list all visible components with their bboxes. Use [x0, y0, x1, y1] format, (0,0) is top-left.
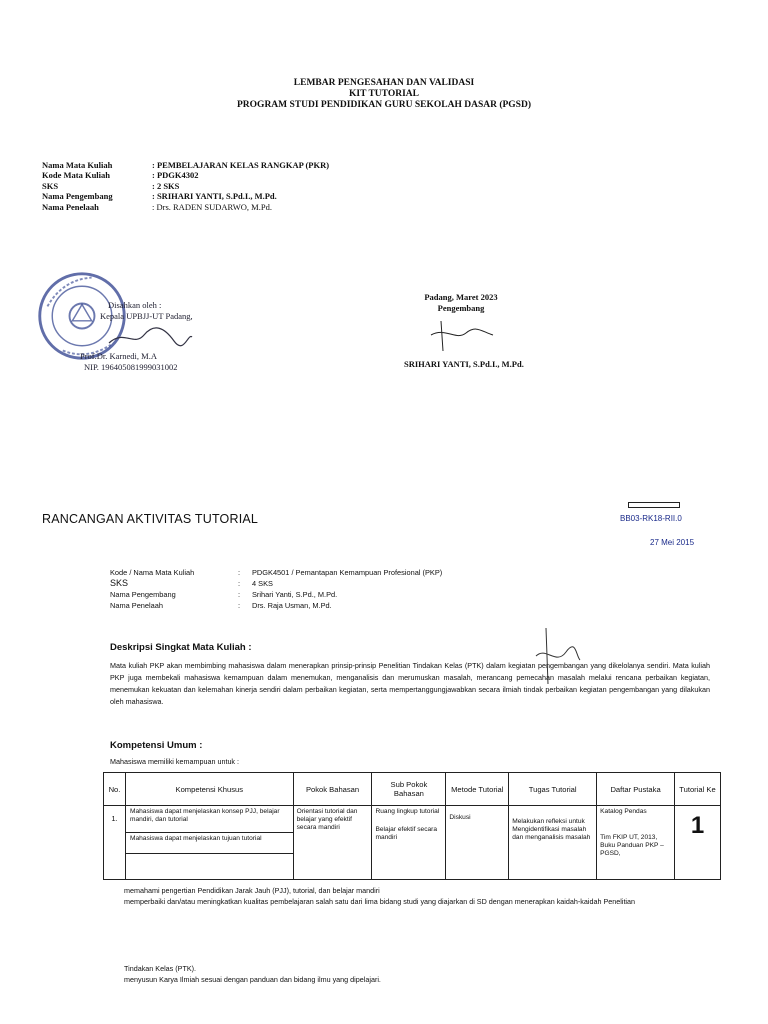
sub-item: Belajar efektif secara mandiri — [375, 826, 438, 841]
kompetensi-heading: Kompetensi Umum : — [110, 740, 203, 751]
signature-left — [104, 321, 194, 351]
rat-info-value: Srihari Yanti, S.Pd., M.Pd. — [252, 590, 338, 599]
cell-sub-pokok — [372, 806, 446, 880]
sub-item: Ruang lingkup tutorial — [375, 808, 440, 815]
info-value: : Drs. RADEN SUDARWO, M.Pd. — [152, 201, 272, 212]
footer-line-2: memperbaiki dan/atau meningkatkan kualitas pembelajaran salah satu dari lima bidang studi yang diajarkan di SD dengan menerapkan kaidah-kaidah Penelitian — [124, 897, 636, 906]
cell-tutorial-ke: 1 — [674, 806, 720, 880]
info-label: Nama Penelaah — [42, 201, 99, 212]
info-label: Nama Pengembang — [42, 191, 113, 202]
cell-no: 1. — [104, 806, 126, 880]
rat-info-value: 4 SKS — [252, 579, 273, 588]
info-row — [42, 191, 329, 201]
rat-info-label: Nama Pengembang — [110, 590, 176, 599]
table-row — [104, 806, 721, 880]
pustaka-item: Tim FKIP UT, 2013, Buku Panduan PKP – PGSD, — [600, 834, 664, 857]
approval-right — [396, 292, 526, 370]
info-value: : SRIHARI YANTI, S.Pd.I., M.Pd. — [152, 191, 277, 202]
header-line-1: LEMBAR PENGESAHAN DAN VALIDASI — [293, 78, 475, 88]
info-label: SKS — [42, 180, 59, 191]
cell-metode: Diskusi — [446, 806, 509, 880]
rat-info-row: Nama Penelaah : Drs. Raja Usman, M.Pd. — [110, 601, 332, 610]
info-row — [42, 160, 329, 170]
deskripsi-heading: Deskripsi Singkat Mata Kuliah : — [110, 642, 252, 653]
col-header: No. — [104, 773, 126, 806]
footer-line-4: menyusun Karya Ilmiah sesuai dengan panduan dan bidang ilmu yang dipelajari. — [124, 975, 381, 984]
info-value: : PDGK4302 — [152, 170, 199, 181]
footer-line-3: Tindakan Kelas (PTK). — [124, 964, 197, 973]
doc-code: BB03-RK18-RII.0 — [620, 514, 682, 523]
info-row — [42, 181, 329, 191]
rat-title: RANCANGAN AKTIVITAS TUTORIAL — [42, 512, 259, 526]
rat-info-row: SKS : 4 SKS — [110, 578, 273, 588]
col-header: Sub Pokok Bahasan — [372, 773, 446, 806]
kompetensi-intro: Mahasiswa memiliki kemampuan untuk : — [110, 757, 240, 766]
deskripsi-text: Mata kuliah PKP akan membimbing mahasiswa dalam menerapkan prinsip-prinsip Penelitian Tindakan Kelas (PTK) dalam kegiatan pengembangan yang dikelolanya sendiri. Mata kuliah PKP juga membekali mahasiswa kemampuan dalam menemukan, menganalisis dan merumuskan masalah, merancang pemecahan masalah melalui rencana perbaikan kegiatan, menemukan kekuatan dan kelemahan kinerja sendiri dalam perbaikan kegiatan, serta mempertanggungjawabkan secara ilmiah tindak perbaikan kegiatan pengembangan yang dilakukan oleh mahasiswa. — [110, 661, 710, 706]
header-line-3: PROGRAM STUDI PENDIDIKAN GURU SEKOLAH DASAR (PGSD) — [237, 100, 531, 110]
col-header: Metode Tutorial — [446, 773, 509, 806]
kk-item: Mahasiswa dapat menjelaskan tujuan tutorial — [126, 833, 293, 854]
course-info — [42, 160, 329, 212]
pustaka-item: Katalog Pendas — [600, 808, 647, 815]
approval-nip: NIP. 196405081999031002 — [84, 361, 178, 372]
signer-role: Pengembang — [437, 302, 485, 313]
kk-item: Mahasiswa dapat menjelaskan konsep PJJ, belajar mandiri, dan tutorial — [126, 806, 293, 833]
col-header: Tugas Tutorial — [509, 773, 597, 806]
rat-info-value: PDGK4501 / Pemantapan Kemampuan Profesional (PKP) — [252, 568, 443, 577]
approval-line-1: Disahkan oleh : — [108, 300, 162, 310]
rat-info-value: Drs. Raja Usman, M.Pd. — [252, 601, 332, 610]
rat-info — [110, 567, 442, 611]
col-header: Pokok Bahasan — [293, 773, 372, 806]
rat-info-label: Nama Penelaah — [110, 601, 164, 610]
info-value: : PEMBELAJARAN KELAS RANGKAP (PKR) — [152, 160, 330, 170]
signer-name: SRIHARI YANTI, S.Pd.I., M.Pd. — [404, 359, 524, 369]
info-label: Nama Mata Kuliah — [42, 160, 113, 170]
signature-right — [421, 317, 501, 353]
approval-line-2: Kepala UPBJJ-UT Padang, — [100, 310, 193, 321]
document-header — [0, 78, 768, 111]
approval-name: Prof.Dr. Karnedi, M.A — [80, 351, 157, 361]
header-line-2: KIT TUTORIAL — [349, 89, 419, 99]
cell-tugas: Melakukan refleksi untuk Mengidentifikasi masalah dan menganalisis masalah — [509, 806, 597, 880]
cell-pustaka — [597, 806, 675, 880]
doc-code-box — [628, 502, 680, 508]
col-header: Kompetensi Khusus — [125, 773, 293, 806]
col-header: Daftar Pustaka — [597, 773, 675, 806]
info-value: : 2 SKS — [152, 180, 180, 191]
cell-pokok: Orientasi tutorial dan belajar yang efektif secara mandiri — [293, 806, 372, 880]
approval-left — [80, 300, 194, 372]
place-date: Padang, Maret 2023 — [424, 292, 498, 302]
rat-info-row: Nama Pengembang : Srihari Yanti, S.Pd., M.Pd. — [110, 590, 338, 599]
info-row — [42, 202, 329, 212]
col-header: Tutorial Ke — [674, 773, 720, 806]
cell-kompetensi — [125, 806, 293, 880]
info-row — [42, 170, 329, 180]
rat-info-label: Kode / Nama Mata Kuliah — [110, 568, 195, 577]
info-label: Kode Mata Kuliah — [42, 170, 111, 181]
table-header-row — [104, 773, 721, 806]
footer-line-1: memahami pengertian Pendidikan Jarak Jauh (PJJ), tutorial, dan belajar mandiri — [124, 886, 380, 895]
tutorial-table — [103, 772, 721, 880]
rat-info-row: Kode / Nama Mata Kuliah : PDGK4501 / Pemantapan Kemampuan Profesional (PKP) — [110, 568, 443, 577]
rat-info-label: SKS — [110, 578, 129, 588]
doc-date: 27 Mei 2015 — [650, 538, 695, 547]
